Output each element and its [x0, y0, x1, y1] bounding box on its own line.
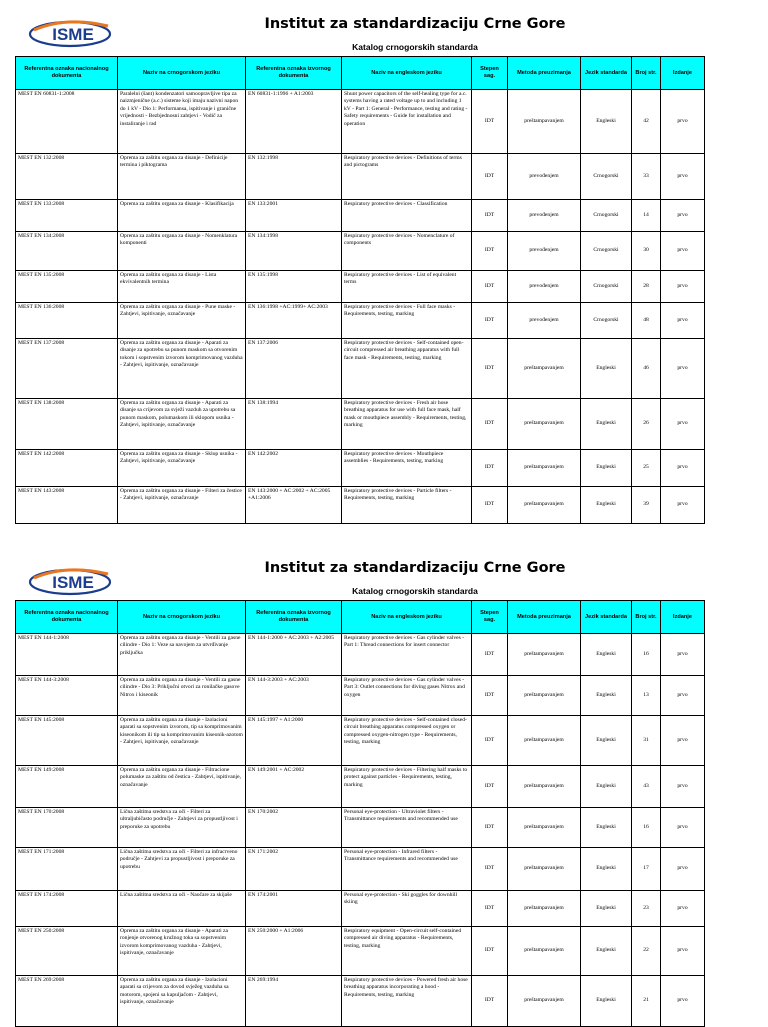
column-header-name-me: Naziv na crnogorskom jeziku — [118, 57, 246, 90]
svg-text:ISME: ISME — [52, 573, 94, 592]
cell-language: Crnogorski — [581, 154, 632, 200]
cell-language: Crnogorski — [581, 271, 632, 303]
cell-method: preštampavanjem — [508, 487, 581, 524]
cell-page-count: 25 — [632, 450, 661, 487]
table-row — [16, 399, 705, 450]
cell-name-en: Shunt power capacitors of the self-healing type for a.c. systems having a rated voltage up to and including 1 kV - Part 1: General - Performance, testing and rating - Safety requirements - Guide for installation and operation — [342, 90, 472, 154]
cell-national-ref: MEST EN 170:2008 — [16, 808, 118, 848]
cell-degree: IDT — [472, 232, 508, 271]
cell-language: Engleski — [581, 891, 632, 927]
cell-edition: prvo — [661, 339, 705, 399]
cell-name-me: Oprema za zaštitu organa za disanje - Pune maske - Zahtjevi, ispitivanje, označavanje — [118, 303, 246, 339]
cell-edition: prvo — [661, 487, 705, 524]
cell-source-ref: EN 145:1997 + A1:2000 — [246, 716, 342, 766]
cell-edition: prvo — [661, 232, 705, 271]
cell-source-ref: EN 142:2002 — [246, 450, 342, 487]
column-header-name-en: Naziv na engleskom jeziku — [342, 57, 472, 90]
table-row — [16, 976, 705, 1027]
cell-source-ref: EN 136:1998 +AC:1999+ AC:2003 — [246, 303, 342, 339]
cell-edition: prvo — [661, 927, 705, 976]
isme-logo — [26, 18, 120, 48]
cell-name-me: Lična zaštitna sredstva za oči - Naočare za skijaše — [118, 891, 246, 927]
cell-method: prevođenjem — [508, 271, 581, 303]
cell-name-en: Personal eye-protection - Ultraviolet filters - Transmittance requirements and recommended use — [342, 808, 472, 848]
column-header-page-count: Broj str. — [632, 601, 661, 634]
table-row — [16, 766, 705, 808]
cell-method: preštampavanjem — [508, 339, 581, 399]
cell-national-ref: MEST EN 132:2008 — [16, 154, 118, 200]
cell-method: preštampavanjem — [508, 399, 581, 450]
cell-source-ref: EN 144-3:2003 + AC:2003 — [246, 676, 342, 716]
cell-method: preštampavanjem — [508, 716, 581, 766]
column-header-edition: Izdanje — [661, 601, 705, 634]
cell-degree: IDT — [472, 634, 508, 676]
cell-page-count: 21 — [632, 976, 661, 1027]
cell-method: preštampavanjem — [508, 676, 581, 716]
cell-edition: prvo — [661, 154, 705, 200]
table-row — [16, 271, 705, 303]
page-subtitle: Katalog crnogorskih standarda — [352, 586, 478, 596]
column-header-source-ref: Referentna oznaka izvornog dokumenta — [246, 57, 342, 90]
cell-page-count: 16 — [632, 634, 661, 676]
cell-page-count: 14 — [632, 200, 661, 232]
cell-name-me: Oprema za zaštitu organa za disanje - Filtracione polumaske za zaštitu od čestica - Zahtjevi, ispitivanje, označavanje — [118, 766, 246, 808]
cell-method: preštampavanjem — [508, 634, 581, 676]
cell-language: Engleski — [581, 927, 632, 976]
cell-page-count: 17 — [632, 848, 661, 891]
cell-language: Engleski — [581, 634, 632, 676]
cell-page-count: 30 — [632, 232, 661, 271]
cell-degree: IDT — [472, 716, 508, 766]
cell-method: preštampavanjem — [508, 450, 581, 487]
column-header-language: Jezik standarda — [581, 57, 632, 90]
cell-language: Engleski — [581, 766, 632, 808]
cell-name-en: Respiratory protective devices - Classification — [342, 200, 472, 232]
cell-language: Engleski — [581, 676, 632, 716]
cell-name-en: Respiratory protective devices - Nomenclature of components — [342, 232, 472, 271]
cell-national-ref: MEST EN 134:2008 — [16, 232, 118, 271]
cell-name-en: Respiratory protective devices - Fresh air hose breathing apparatus for use with full face mask, half mask or mouthpiece assembly - Requirements, testing, marking — [342, 399, 472, 450]
cell-language: Engleski — [581, 808, 632, 848]
cell-name-me: Lična zaštitna sredstva za oči - Filteri za infracrveno područje - Zahtjevi za propustljivost i preporuke za upotrebu — [118, 848, 246, 891]
cell-source-ref: EN 135:1998 — [246, 271, 342, 303]
cell-source-ref: EN 132:1998 — [246, 154, 342, 200]
cell-source-ref: EN 138:1994 — [246, 399, 342, 450]
cell-name-me: Oprema za zaštitu organa za disanje - Klasifikacija — [118, 200, 246, 232]
cell-edition: prvo — [661, 976, 705, 1027]
cell-method: preštampavanjem — [508, 891, 581, 927]
cell-degree: IDT — [472, 450, 508, 487]
cell-degree: IDT — [472, 976, 508, 1027]
cell-page-count: 42 — [632, 90, 661, 154]
cell-method: prevođenjem — [508, 303, 581, 339]
table-row — [16, 634, 705, 676]
cell-language: Crnogorski — [581, 232, 632, 271]
column-header-name-en: Naziv na engleskom jeziku — [342, 601, 472, 634]
cell-national-ref: MEST EN 269:2008 — [16, 976, 118, 1027]
table-row — [16, 927, 705, 976]
cell-name-en: Personal eye-protection - Infrared filters - Transmittance requirements and recommended use — [342, 848, 472, 891]
cell-edition: prvo — [661, 766, 705, 808]
table-row — [16, 154, 705, 200]
table-header-row — [16, 57, 705, 90]
cell-source-ref: EN 250:2000 + A1:2006 — [246, 927, 342, 976]
cell-language: Crnogorski — [581, 200, 632, 232]
cell-source-ref: EN 170:2002 — [246, 808, 342, 848]
cell-national-ref: MEST EN 145:2008 — [16, 716, 118, 766]
table-row — [16, 200, 705, 232]
cell-edition: prvo — [661, 891, 705, 927]
cell-page-count: 28 — [632, 271, 661, 303]
standards-table — [15, 600, 705, 1027]
cell-name-en: Respiratory protective devices - Particle filters - Requirements, testing, marking — [342, 487, 472, 524]
cell-degree: IDT — [472, 891, 508, 927]
cell-language: Crnogorski — [581, 303, 632, 339]
table-header-row — [16, 601, 705, 634]
cell-method: prevođenjem — [508, 154, 581, 200]
cell-national-ref: MEST EN 138:2008 — [16, 399, 118, 450]
cell-source-ref: EN 144-1:2000 + AC:2003 + A2:2005 — [246, 634, 342, 676]
cell-name-me: Lična zaštitna sredstva za oči - Filteri za ultraljubičasto područje - Zahtjevi za propustljivost i preporuke za upotrebu — [118, 808, 246, 848]
cell-page-count: 48 — [632, 303, 661, 339]
cell-name-en: Respiratory protective devices - Mouthpiece assemblies - Requirements, testing, marking — [342, 450, 472, 487]
cell-name-me: Oprema za zaštitu organa za disanje - Nomenklatura komponenti — [118, 232, 246, 271]
cell-degree: IDT — [472, 927, 508, 976]
table-row — [16, 450, 705, 487]
cell-page-count: 39 — [632, 487, 661, 524]
cell-name-me: Oprema za zaštitu organa za disanje - Definicije termina i piktograma — [118, 154, 246, 200]
cell-name-en: Personal eye-protection - Ski goggles for downhill skiing — [342, 891, 472, 927]
cell-name-en: Respiratory protective devices - Self-contained open-circuit compressed air breathing apparatus with full face mask - Requirements, testing, marking — [342, 339, 472, 399]
cell-national-ref: MEST EN 142:2008 — [16, 450, 118, 487]
cell-language: Engleski — [581, 716, 632, 766]
cell-language: Engleski — [581, 450, 632, 487]
cell-page-count: 43 — [632, 766, 661, 808]
cell-national-ref: MEST EN 137:2008 — [16, 339, 118, 399]
cell-page-count: 23 — [632, 891, 661, 927]
cell-method: preštampavanjem — [508, 927, 581, 976]
column-header-edition: Izdanje — [661, 57, 705, 90]
cell-edition: prvo — [661, 271, 705, 303]
cell-language: Engleski — [581, 848, 632, 891]
cell-degree: IDT — [472, 487, 508, 524]
cell-name-me: Paralelni (šant) kondenzatori samoopravljive tipa za naizmjenične (a.c.) sisteme koji imaju nazivni napon do 1 kV - Dio 1: Performansa, ispitivanje i granične vrijednosti - Bezbjednosni zahtjevi - Vodič za instaliranje i rad — [118, 90, 246, 154]
cell-language: Engleski — [581, 976, 632, 1027]
cell-name-me: Oprema za zaštitu organa za disanje - Izolacioni aparati sa sopstvenim izvorom, tip sa komprimovanim kiseonikom ili tip sa komprimovanim kiseonik-azotom - Zahtjevi, ispitivanje, označavanje — [118, 716, 246, 766]
cell-degree: IDT — [472, 848, 508, 891]
isme-logo — [26, 566, 120, 596]
table-row — [16, 848, 705, 891]
cell-source-ref: EN 134:1998 — [246, 232, 342, 271]
cell-name-me: Oprema za zaštitu organa za disanje - Lista ekvivalentnih termina — [118, 271, 246, 303]
cell-name-en: Respiratory protective devices - Filtering half masks to protect against particles - Requirements, testing, marking — [342, 766, 472, 808]
cell-name-en: Respiratory protective devices - Gas cylinder valves - Part 3: Outlet connections for diving gases Nitrox and oxygen — [342, 676, 472, 716]
cell-name-me: Oprema za zaštitu organa za disanje - Ventili za gasne cilindre - Dio 1: Veze sa navojem za utvrđivanje priključka — [118, 634, 246, 676]
cell-page-count: 22 — [632, 927, 661, 976]
cell-degree: IDT — [472, 399, 508, 450]
cell-degree: IDT — [472, 271, 508, 303]
cell-name-en: Respiratory protective devices - Powered fresh air hose breathing apparatus incorporating a hood - Requirements, testing, marking — [342, 976, 472, 1027]
cell-edition: prvo — [661, 848, 705, 891]
cell-page-count: 33 — [632, 154, 661, 200]
cell-degree: IDT — [472, 676, 508, 716]
cell-name-me: Oprema za zaštitu organa za disanje - Aparati za ronjenje otvorenog kružnog toka sa sopstvenim izvorom komprimovanog vazduha - Zahtjevi, ispitivanje, označavanje — [118, 927, 246, 976]
cell-edition: prvo — [661, 450, 705, 487]
cell-source-ref: EN 133:2001 — [246, 200, 342, 232]
cell-edition: prvo — [661, 634, 705, 676]
cell-degree: IDT — [472, 154, 508, 200]
cell-national-ref: MEST EN 144-3:2008 — [16, 676, 118, 716]
cell-language: Engleski — [581, 487, 632, 524]
table-row — [16, 808, 705, 848]
cell-source-ref: EN 149:2001 + AC:2002 — [246, 766, 342, 808]
page-title: Institut za standardizaciju Crne Gore — [264, 560, 566, 576]
cell-national-ref: MEST EN 133:2008 — [16, 200, 118, 232]
cell-edition: prvo — [661, 90, 705, 154]
cell-name-me: Oprema za zaštitu organa za disanje - Sklop usnika - Zahtjevi, ispitivanje, označavanje — [118, 450, 246, 487]
column-header-source-ref: Referentna oznaka izvornog dokumenta — [246, 601, 342, 634]
page-subtitle: Katalog crnogorskih standarda — [352, 42, 478, 52]
cell-edition: prvo — [661, 676, 705, 716]
column-header-page-count: Broj str. — [632, 57, 661, 90]
table-row — [16, 487, 705, 524]
cell-source-ref: EN 174:2001 — [246, 891, 342, 927]
cell-degree: IDT — [472, 808, 508, 848]
cell-degree: IDT — [472, 90, 508, 154]
catalog-page — [0, 548, 768, 1024]
cell-national-ref: MEST EN 135:2008 — [16, 271, 118, 303]
cell-edition: prvo — [661, 808, 705, 848]
cell-page-count: 31 — [632, 716, 661, 766]
column-header-method: Metoda preuzimanja — [508, 601, 581, 634]
cell-source-ref: EN 60831-1:1996 + A1:2003 — [246, 90, 342, 154]
cell-name-en: Respiratory protective devices - List of equivalent terms — [342, 271, 472, 303]
table-row — [16, 232, 705, 271]
cell-name-en: Respiratory protective devices - Definitions of terms and pictograms — [342, 154, 472, 200]
cell-national-ref: MEST EN 174:2008 — [16, 891, 118, 927]
cell-name-en: Respiratory protective devices - Full face masks - Requirements, testing, marking — [342, 303, 472, 339]
cell-name-me: Oprema za zaštitu organa za disanje - Ventili za gasne cilindre - Dio 3: Priključni otvori za ronilačke gasove Nitrox i kiseonik — [118, 676, 246, 716]
cell-name-me: Oprema za zaštitu organa za disanje - Filteri za čestice - Zahtjevi, ispitivanje, označavanje — [118, 487, 246, 524]
cell-edition: prvo — [661, 303, 705, 339]
cell-national-ref: MEST EN 250:2008 — [16, 927, 118, 976]
cell-method: preštampavanjem — [508, 766, 581, 808]
cell-national-ref: MEST EN 144-1:2008 — [16, 634, 118, 676]
cell-national-ref: MEST EN 171:2008 — [16, 848, 118, 891]
svg-text:ISME: ISME — [52, 25, 94, 44]
cell-page-count: 16 — [632, 808, 661, 848]
table-row — [16, 891, 705, 927]
cell-degree: IDT — [472, 303, 508, 339]
cell-source-ref: EN 269:1994 — [246, 976, 342, 1027]
cell-name-me: Oprema za zaštitu organa za disanje - Izolacioni aparati sa crijevom za dovod svježeg vazduha sa motorom, spojeni sa kapuljačom - Zahtjevi, ispitivanje, označavanje — [118, 976, 246, 1027]
column-header-national-ref: Referentna oznaka nacionalnog dokumenta — [16, 601, 118, 634]
cell-degree: IDT — [472, 200, 508, 232]
cell-method: preštampavanjem — [508, 808, 581, 848]
cell-language: Engleski — [581, 339, 632, 399]
table-row — [16, 716, 705, 766]
page-title: Institut za standardizaciju Crne Gore — [264, 16, 566, 32]
cell-source-ref: EN 143:2000 + AC:2002 + AC:2005 +A1:2006 — [246, 487, 342, 524]
cell-name-me: Oprema za zaštitu organa za disanje - Aparati za disanje za upotrebu sa punom maskom sa otvorenim tokom i sopstvenim izvorom komprimovanog vazduha - Zahtjevi, ispitivanje, označavanje — [118, 339, 246, 399]
standards-table — [15, 56, 705, 524]
cell-language: Engleski — [581, 90, 632, 154]
cell-national-ref: MEST EN 60831-1:2008 — [16, 90, 118, 154]
cell-degree: IDT — [472, 766, 508, 808]
cell-language: Engleski — [581, 399, 632, 450]
cell-method: preštampavanjem — [508, 90, 581, 154]
cell-page-count: 26 — [632, 399, 661, 450]
column-header-degree: Stepen sag. — [472, 57, 508, 90]
cell-name-en: Respiratory equipment - Open-circuit self-contained compressed air diving apparatus - Requirements, testing, marking — [342, 927, 472, 976]
cell-national-ref: MEST EN 149:2008 — [16, 766, 118, 808]
cell-method: prevođenjem — [508, 232, 581, 271]
cell-method: preštampavanjem — [508, 976, 581, 1027]
cell-edition: prvo — [661, 200, 705, 232]
cell-page-count: 13 — [632, 676, 661, 716]
cell-degree: IDT — [472, 339, 508, 399]
column-header-national-ref: Referentna oznaka nacionalnog dokumenta — [16, 57, 118, 90]
cell-method: prevođenjem — [508, 200, 581, 232]
table-row — [16, 676, 705, 716]
column-header-name-me: Naziv na crnogorskom jeziku — [118, 601, 246, 634]
cell-name-en: Respiratory protective devices - Gas cylinder valves - Part 1: Thread connections for insert connector — [342, 634, 472, 676]
table-row — [16, 339, 705, 399]
cell-edition: prvo — [661, 399, 705, 450]
column-header-language: Jezik standarda — [581, 601, 632, 634]
cell-name-en: Respiratory protective devices - Self-contained closed-circuit breathing apparatus compressed oxygen or compressed oxygen-nitrogen type - Requirements, testing, marking — [342, 716, 472, 766]
column-header-degree: Stepen sag. — [472, 601, 508, 634]
table-row — [16, 90, 705, 154]
cell-source-ref: EN 171:2002 — [246, 848, 342, 891]
cell-method: preštampavanjem — [508, 848, 581, 891]
cell-edition: prvo — [661, 716, 705, 766]
cell-page-count: 46 — [632, 339, 661, 399]
cell-name-me: Oprema za zaštitu organa za disanje - Aparati za disanje sa crijevom za svježi vazduh za upotrebu sa punom maskom, polumaskom ili sklopom usnika - Zahtjevi, ispitivanje, označavanje — [118, 399, 246, 450]
table-row — [16, 303, 705, 339]
cell-national-ref: MEST EN 143:2008 — [16, 487, 118, 524]
cell-national-ref: MEST EN 136:2008 — [16, 303, 118, 339]
cell-source-ref: EN 137:2006 — [246, 339, 342, 399]
column-header-method: Metoda preuzimanja — [508, 57, 581, 90]
